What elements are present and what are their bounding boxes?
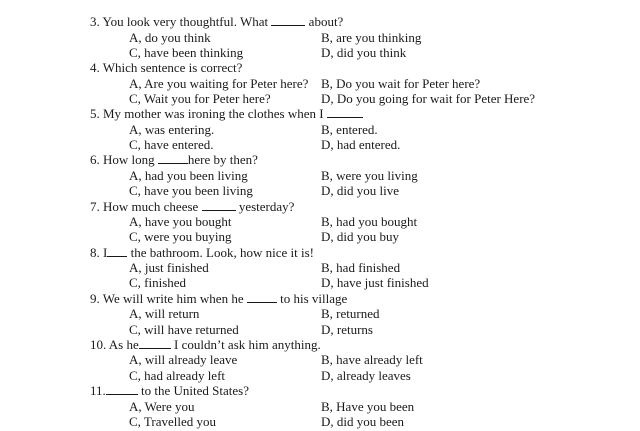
question-number: 3.: [90, 14, 100, 29]
question-number: 9.: [90, 291, 100, 306]
option-b: B, entered.: [321, 122, 378, 137]
question-8: [90, 245, 314, 260]
question-number: 5.: [90, 106, 100, 121]
option-c: C, Wait you for Peter here?: [129, 91, 271, 106]
option-a: A, will return: [129, 306, 200, 321]
question-number: 8.: [90, 245, 100, 260]
option-a: A, do you think: [129, 30, 211, 45]
option-a: A, was entering.: [129, 122, 215, 137]
option-d: D, had entered.: [321, 137, 401, 152]
option-c: C, have entered.: [129, 137, 214, 152]
option-d: D, have just finished: [321, 275, 429, 290]
answer-blank: [327, 106, 363, 118]
option-b: B, had you bought: [321, 214, 418, 229]
answer-blank: [158, 152, 188, 164]
answer-blank: [107, 245, 127, 257]
option-b: B, are you thinking: [321, 30, 422, 45]
question-text-after: about?: [308, 14, 344, 29]
question-text-before: As he: [108, 337, 139, 352]
option-b: B, Do you wait for Peter here?: [321, 76, 481, 91]
question-text-before: We will write him when he: [102, 291, 244, 306]
question-4: [90, 60, 242, 75]
option-d: D, did you been: [321, 414, 405, 429]
option-d: D, Do you going for wait for Peter Here?: [321, 91, 536, 106]
question-text-after: the bathroom. Look, how nice it is!: [130, 245, 315, 260]
question-number: 11.: [90, 383, 106, 398]
question-number: 4.: [90, 60, 100, 75]
question-number: 10.: [90, 337, 107, 352]
option-d: D, already leaves: [321, 368, 411, 383]
question-text-before: My mother was ironing the clothes when I: [103, 106, 324, 121]
option-a: A, will already leave: [129, 352, 238, 367]
option-d: D, did you buy: [321, 229, 399, 244]
option-a: A, Were you: [129, 399, 195, 414]
option-c: C, had already left: [129, 368, 226, 383]
option-c: C, have been thinking: [129, 45, 244, 60]
option-b: B, Have you been: [321, 399, 415, 414]
answer-blank: [247, 291, 277, 303]
question-7: [90, 199, 294, 214]
answer-blank: [106, 383, 138, 395]
option-a: A, had you been living: [129, 168, 248, 183]
option-d: D, did you think: [321, 45, 407, 60]
question-text-after: to the United States?: [141, 383, 249, 398]
option-d: D, did you live: [321, 183, 399, 198]
answer-blank: [202, 199, 236, 211]
question-9: [90, 291, 347, 306]
option-a: A, just finished: [129, 260, 209, 275]
question-number: 6.: [90, 152, 100, 167]
question-11: [90, 383, 249, 398]
question-text-before: I: [103, 245, 108, 260]
option-a: A, Are you waiting for Peter here?: [129, 76, 309, 91]
option-b: B, returned: [321, 306, 380, 321]
question-text-before: You look very thoughtful. What: [102, 14, 269, 29]
option-b: B, have already left: [321, 352, 423, 367]
option-c: C, Travelled you: [129, 414, 217, 429]
option-c: C, finished: [129, 275, 187, 290]
option-c: C, have you been living: [129, 183, 253, 198]
question-text-after: to his village: [280, 291, 348, 306]
question-text: Which sentence is correct?: [102, 60, 243, 75]
option-c: C, will have returned: [129, 322, 239, 337]
question-number: 7.: [90, 199, 100, 214]
option-b: B, had finished: [321, 260, 401, 275]
question-text-after: here by then?: [187, 152, 258, 167]
option-d: D, returns: [321, 322, 373, 337]
question-10: [90, 337, 321, 352]
answer-blank: [271, 14, 305, 26]
option-a: A, have you bought: [129, 214, 232, 229]
option-c: C, were you buying: [129, 229, 232, 244]
question-text-before: How long: [103, 152, 155, 167]
question-text-before: How much cheese: [103, 199, 199, 214]
answer-blank: [139, 337, 171, 349]
question-3: [90, 14, 343, 29]
question-5: [90, 106, 363, 121]
question-text-after: I couldn’t ask him anything.: [174, 337, 321, 352]
question-text-after: yesterday?: [238, 199, 295, 214]
option-b: B, were you living: [321, 168, 418, 183]
question-6: [90, 152, 258, 167]
